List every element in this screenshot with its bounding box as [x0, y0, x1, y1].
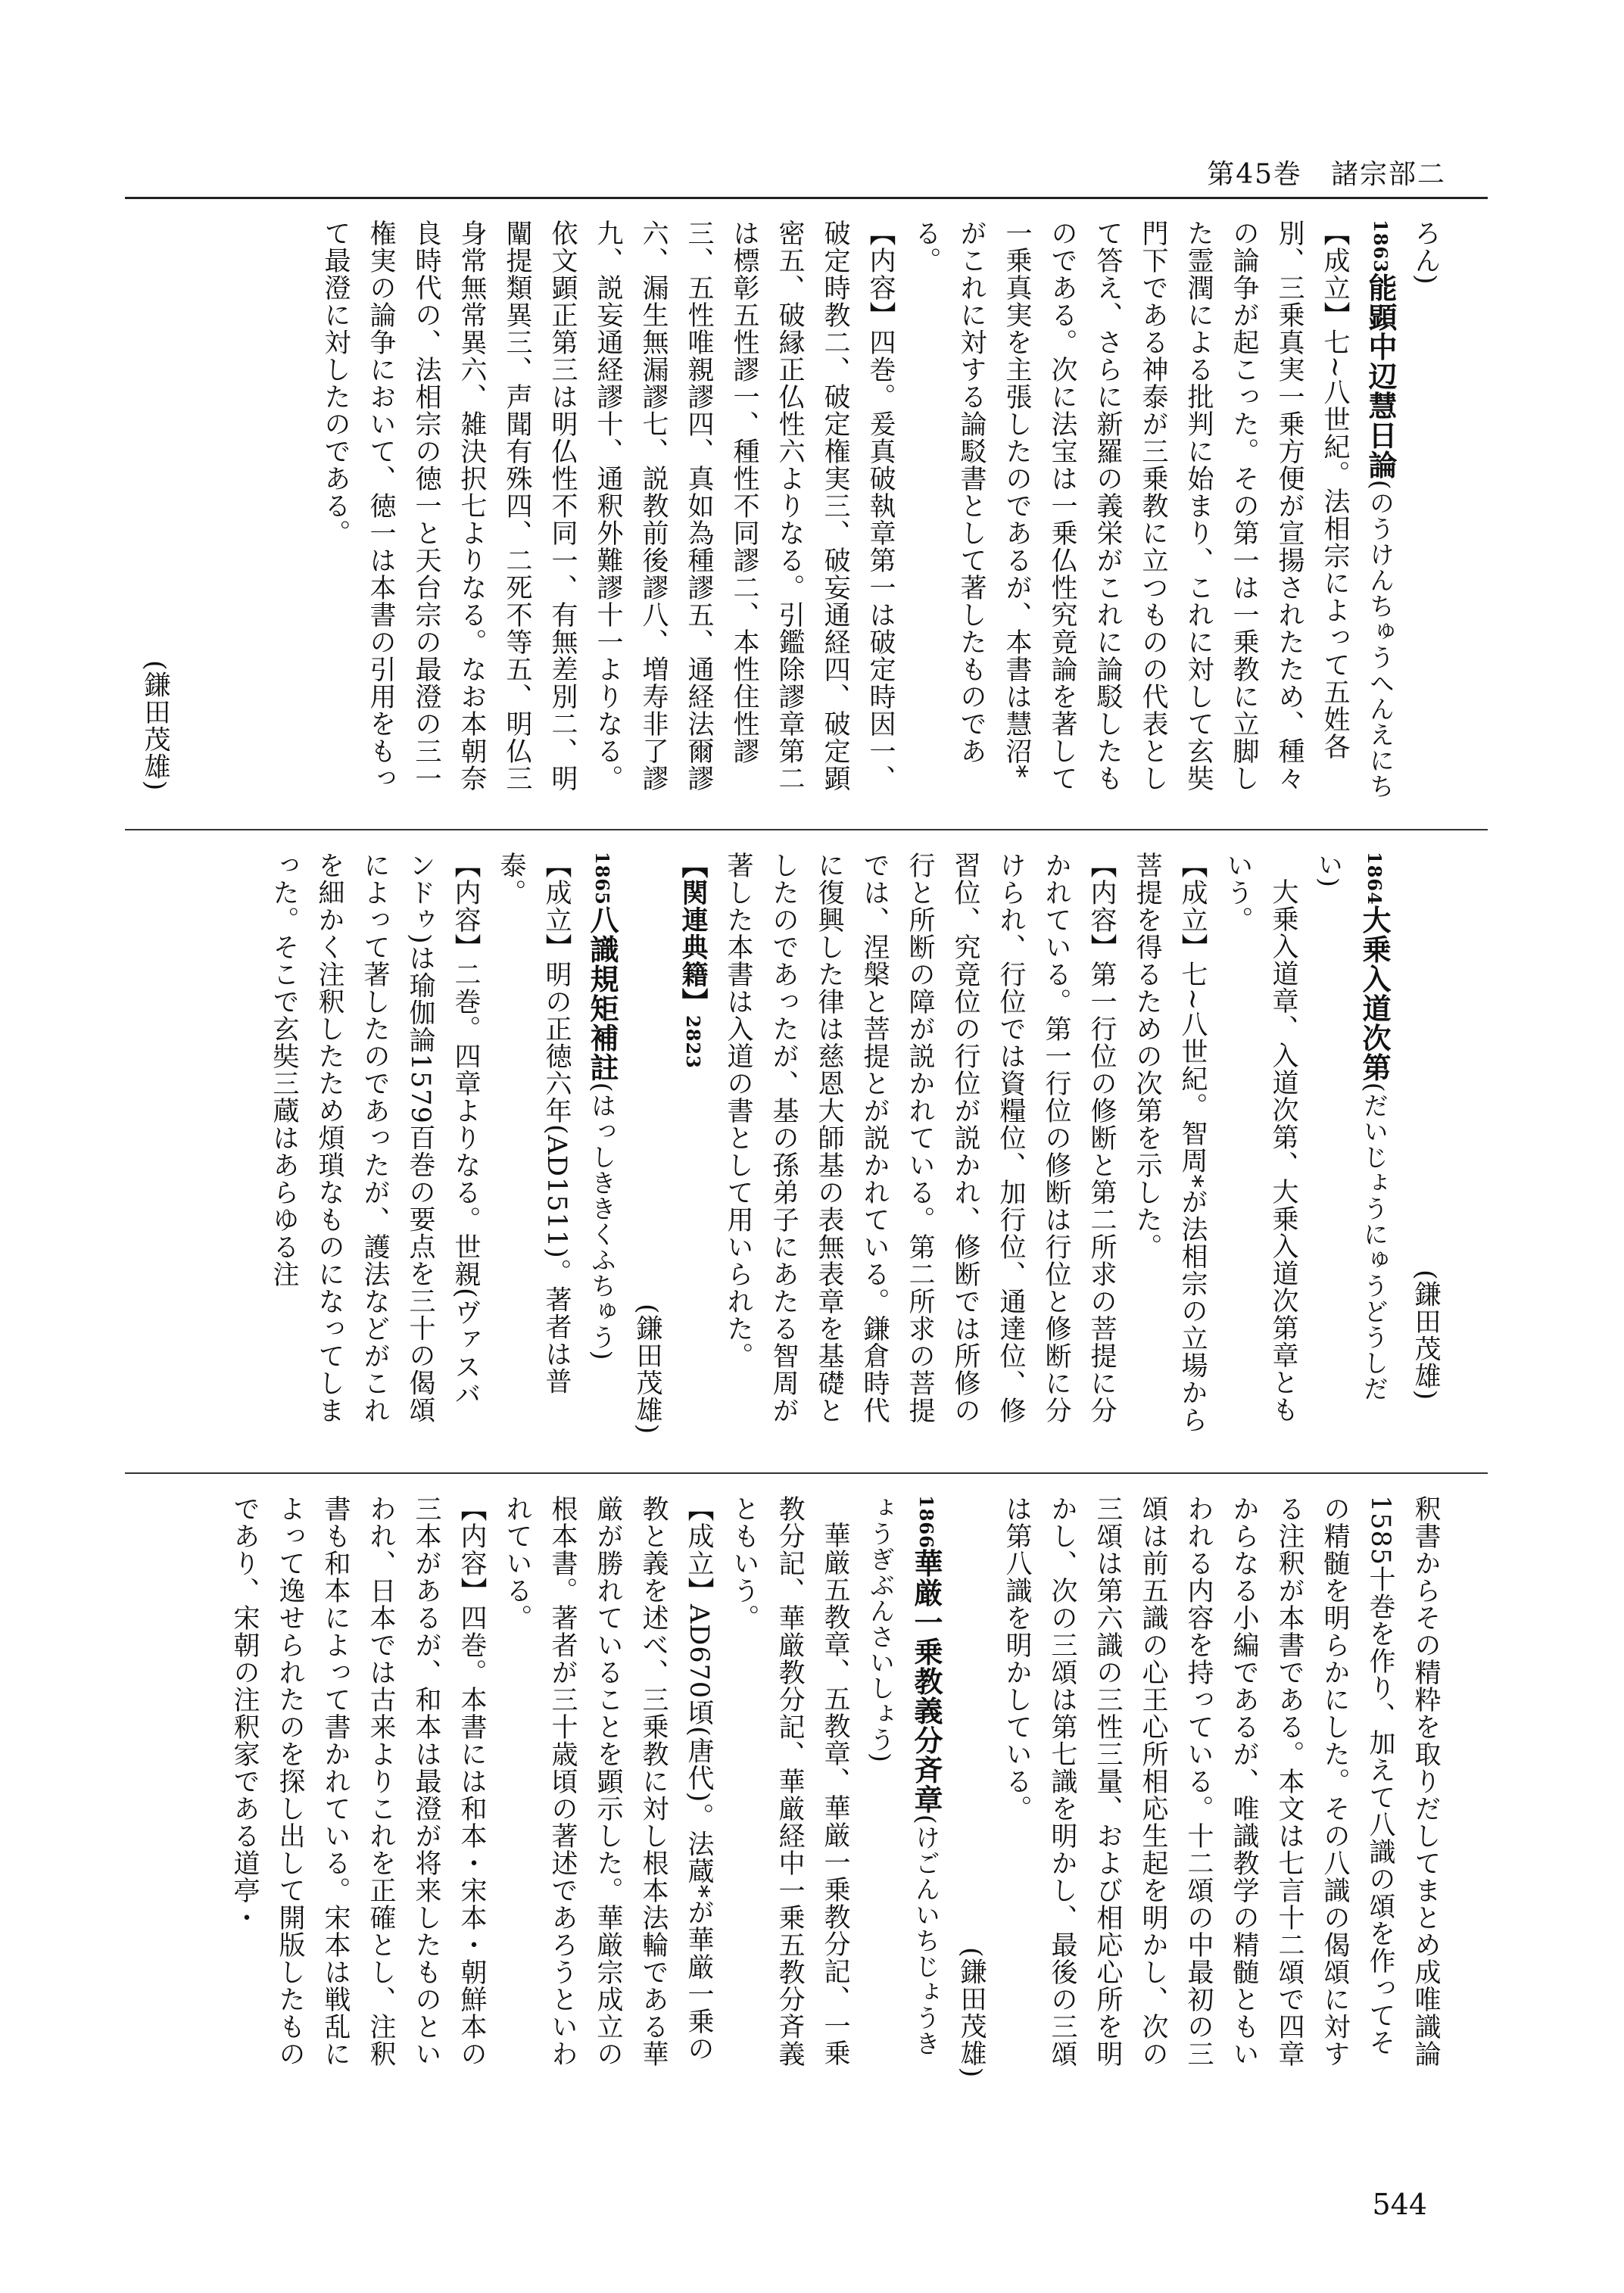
author-credit: (鎌田茂雄): [140, 659, 170, 791]
entry-1863-naiyou: 【内容】四巻。爰真破執章第一は破定時因一、破定時教二、破定権実三、破妄通経四、破定顕密五、破縁正仏性六よりなる。引鑑除謬章第二は標彰五性謬一、種性不同謬二、本性住性謬三、五性唯親謬四、真如為種謬五、通経法爾謬六、漏生無漏謬七、説教前後謬八、増寿非了謬九、説妄通経謬十、通釈外難謬十一よりなる。依文顕正第三は明仏性不同一、有無差別二、明闡提類異三、声聞有殊四、二死不等五、明仏三身常無常異六、雑決択七よりなる。なお本朝奈良時代の、法相宗の徳一と天台宗の最澄の三一権実の論争において、徳一は本書の引用をもって最澄に対したのである。: [320, 220, 896, 792]
entry-1865-seiritsu: 【成立】明の正徳六年(AD1511)。著者は普泰。: [496, 852, 572, 1395]
entry-title: 八識規矩補註: [585, 905, 619, 1083]
entry-reading: (のうけんちゅうへんえにち: [1366, 479, 1395, 799]
entry-title: 能顕中辺慧日論: [1364, 273, 1398, 480]
entry-1865-author: [949, 1495, 994, 2078]
entry-1866-title-line: [858, 1495, 949, 2078]
entry-title: 華厳一乗教義分斉章: [909, 1548, 943, 1815]
entry-1863-title-line: [1357, 220, 1403, 802]
author-credit: (鎌田茂雄): [1410, 1269, 1441, 1400]
related-label: 【関連典籍】: [678, 852, 709, 1015]
entry-1864-author: [625, 852, 670, 1435]
entry-number: 1865: [591, 852, 613, 905]
tier-rule-2: [125, 1472, 1488, 1474]
entry-1865-naiyou: 【内容】二巻。四章よりなる。世親(ヴァスバンドゥ)は瑜伽論1579百巻の要点を三十の偈頌によって著したのであったが、護法などがこれを細かく注釈したため煩瑣なものになってしまった。そこで玄奘三蔵はあらゆる注: [269, 852, 481, 1424]
tier-2: [125, 852, 1397, 1435]
entry-1866-seiritsu: 【成立】AD670頃(唐代)。法蔵*が華厳一乗の教と義を述べ、三乗教に対し根本法輪である華厳が勝れていることを顕示した。華厳宗成立の根本書。著者が三十歳頃の著述であろうといわれている。: [502, 1495, 714, 2067]
tier-2-author-1863: [1403, 1083, 1448, 1400]
tier-1: [131, 220, 1448, 802]
entry-1864-related: [670, 852, 715, 1435]
entry-number: 1864: [1364, 852, 1386, 905]
entry-1864-naiyou: 【内容】第一行位の修断と第二所求の菩提に分かれている。第一行位の修断は行位と修断に分けられ、行位では資糧位、加行位、通達位、修習位、究竟位の行位が説かれ、修断では所修の行と所断の障が説かれている。第二所求の菩提では、涅槃と菩提とが説かれている。鎌倉時代に復興した律は慈恩大師基の表無表章を基礎としたのであったが、基の孫弟子にあたる智周が著した本書は入道の書として用いられた。: [723, 852, 1117, 1424]
entry-number: 1863: [1370, 220, 1392, 273]
entry-1864-title-line: [1306, 852, 1397, 1435]
header-rule: [125, 197, 1488, 199]
entry-1866-aliases: 華厳五教章、五教章、華厳一乗教分記、一乗教分記、華厳教分記、華厳経中一乗五教分斉義ともいう。: [729, 1495, 850, 2067]
entry-1863-seiritsu: 【成立】七~八世紀。法相宗によって五姓各別、三乗真実一乗方便が宣揚されたため、種々の論争が起こった。その第一は一乗教に立脚した霊潤による批判に始まり、これに対して玄奘門下である神泰が三乗教に立つものの代表として答え、さらに新羅の義栄がこれに論駁したものである。次に法宝は一乗仏性究竟論を著して一乗真実を主張したのであるが、本書は慧沼*がこれに対する論駁書として著したものである。: [911, 220, 1350, 792]
entry-1863-heading: [1403, 220, 1448, 802]
entry-reading: (けごんいちじょうきょうぎぶんさいしょう): [866, 1495, 941, 2057]
entry-1864-seiritsu: 【成立】七~八世紀。智周*が法相宗の立場から菩提を得るための次第を示した。: [1132, 852, 1208, 1434]
page-number: 544: [1372, 2188, 1427, 2221]
entry-1863-head-tail: ろん): [1410, 220, 1441, 285]
page-header: 第45巻 諸宗部二: [1207, 159, 1446, 190]
entry-title: 大乗入道次第: [1357, 905, 1392, 1083]
related-value: 2823: [682, 1015, 704, 1069]
entry-1865-title-line: [579, 852, 625, 1435]
entry-reading: (だいじょうにゅうどうしだい): [1314, 852, 1389, 1402]
author-credit: (鎌田茂雄): [632, 1303, 662, 1435]
tier-1-author: [132, 564, 178, 791]
entry-reading: (はっしききくふちゅう): [588, 1082, 617, 1361]
author-credit: (鎌田茂雄): [956, 1946, 987, 2078]
tier-3: [131, 1495, 1448, 2078]
entry-1865-continued: 釈書からその精粋を取りだしてまとめ成唯識論1585十巻を作り、加えて八識の頌を作ってその精髄を明らかにした。その八識の偈頌に対する注釈が本書である。本文は七言十二頌で四章からなる小編であるが、唯識教学の精髄ともいわれる内容を持っている。十二頌の中最初の三頌は前五識の心王心所相応生起を明かし、次の三頌は第六識の三性三量、および相応心所を明かし、次の三頌は第七識を明かし、最後の三頌は第八識を明かしている。: [1002, 1495, 1441, 2067]
tier-rule-1: [125, 829, 1488, 830]
entry-1866-naiyou: 【内容】四巻。本書には和本・宋本・朝鮮本の三本があるが、和本は最澄が将来したものといわれ、日本では古来よりこれを正確とし、注釈書も和本によって書かれている。宋本は戦乱によって逸せられたのを探し出して開版したものであり、宋朝の注釈家である道亭・: [229, 1495, 487, 2067]
entry-1864-aliases: 大乗入道章、入道次第、大乗入道次第章ともいう。: [1223, 852, 1298, 1423]
entry-number: 1866: [915, 1495, 937, 1549]
